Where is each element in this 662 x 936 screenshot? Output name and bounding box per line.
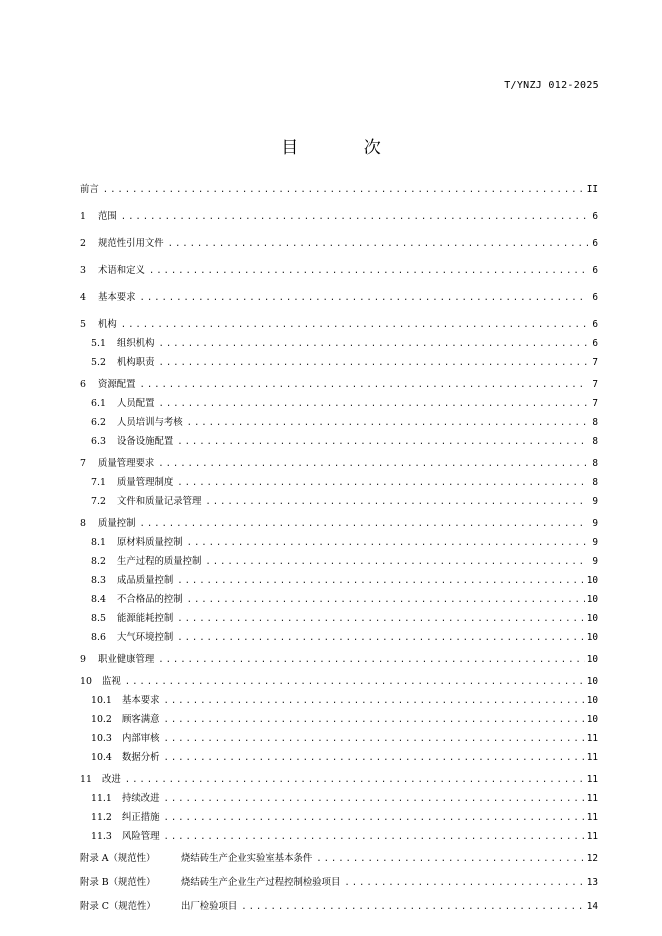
toc-entry-title: 内部审核: [122, 733, 160, 744]
toc-entry-page: 11: [586, 733, 598, 744]
toc-entry-page: 12: [586, 853, 598, 864]
toc-leader-dots: [205, 497, 588, 507]
toc-leader-dots: [187, 595, 585, 605]
toc-entry-page: 7: [592, 398, 598, 409]
toc-entry[interactable]: [80, 828, 598, 842]
toc-entry-number: 5.1: [91, 338, 106, 349]
toc-entry[interactable]: [80, 591, 598, 605]
toc-leader-dots: [241, 902, 584, 912]
toc-entry-title: 术语和定义: [98, 265, 145, 276]
toc-entry-number: 7: [80, 458, 86, 469]
toc-entry[interactable]: [80, 651, 598, 665]
toc-entry[interactable]: [80, 181, 598, 195]
toc-leader-dots: [158, 655, 584, 665]
toc-entry-number: 7.2: [91, 496, 106, 507]
toc-entry-title: 不合格品的控制: [117, 594, 183, 605]
toc-leader-dots: [344, 878, 584, 888]
toc-entry[interactable]: [80, 771, 598, 785]
toc-entry-title: 范围: [98, 211, 117, 222]
toc-leader-dots: [177, 576, 584, 586]
toc-entry[interactable]: [80, 289, 598, 303]
toc-entry-title: 原材料质量控制: [117, 537, 183, 548]
toc-entry-page: 11: [586, 831, 598, 842]
toc-title: 目 次: [281, 138, 411, 158]
toc-leader-dots: [158, 459, 588, 469]
toc-entry-page: 6: [592, 319, 598, 330]
toc-entry[interactable]: [80, 610, 598, 624]
toc-entry[interactable]: [80, 433, 598, 447]
toc-entry[interactable]: [80, 790, 598, 804]
toc-entry-title: 能源能耗控制: [117, 613, 174, 624]
toc-entry-number: 10.4: [91, 752, 112, 763]
toc-entry[interactable]: [80, 809, 598, 823]
toc-entry-number: 8: [80, 518, 86, 529]
toc-entry-page: 9: [592, 556, 598, 567]
toc-entry-title: 监视: [102, 676, 121, 687]
toc-entry-page: 6: [592, 265, 598, 276]
toc-entry-number: 附录 B（规范性）: [80, 877, 156, 888]
toc-entry-page: 8: [592, 458, 598, 469]
toc-entry-page: 11: [586, 812, 598, 823]
toc-entry-number: 4: [80, 292, 86, 303]
toc-entry-number: 附录 A（规范性）: [80, 853, 156, 864]
toc-leader-dots: [103, 185, 585, 195]
toc-entry-page: 10: [586, 654, 598, 665]
toc-entry-title: 顾客满意: [122, 714, 160, 725]
toc-entry-number: 10.2: [91, 714, 112, 725]
toc-entry-number: 5: [80, 319, 86, 330]
toc-entry-title: 职业健康管理: [98, 654, 155, 665]
toc-entry-title: 改进: [102, 774, 121, 785]
toc-entry-number: 8.2: [91, 556, 106, 567]
toc-entry-number: 2: [80, 238, 86, 249]
toc-entry-number: 6.2: [91, 417, 106, 428]
toc-entry-page: 10: [586, 676, 598, 687]
toc-leader-dots: [205, 557, 588, 567]
toc-leader-dots: [164, 813, 585, 823]
toc-leader-dots: [121, 212, 588, 222]
toc-entry-title: 成品质量控制: [117, 575, 174, 586]
toc-entry[interactable]: [80, 208, 598, 222]
toc-leader-dots: [159, 358, 588, 368]
toc-entry-title: 机构: [98, 319, 117, 330]
toc-entry-title: 质量管理要求: [98, 458, 155, 469]
toc-entry-page: 7: [592, 379, 598, 390]
toc-entry-title: 组织机构: [117, 338, 155, 349]
toc-entry-page: II: [586, 184, 598, 195]
toc-entry-page: 10: [586, 594, 598, 605]
toc-entry-page: 6: [592, 292, 598, 303]
toc-entry-title: 基本要求: [122, 695, 160, 706]
toc-entry-number: 5.2: [91, 357, 106, 368]
toc-entry-number: 11.3: [91, 831, 112, 842]
toc-entry-page: 11: [586, 793, 598, 804]
toc-entry-title: 质量管理制度: [117, 477, 174, 488]
toc-entry-number: 9: [80, 654, 86, 665]
toc-entry[interactable]: [80, 455, 598, 469]
toc-entry[interactable]: [80, 629, 598, 643]
toc-entry[interactable]: [80, 898, 598, 912]
toc-entry-page: 11: [586, 774, 598, 785]
toc-leader-dots: [187, 418, 588, 428]
toc-entry-number: 11.2: [91, 812, 112, 823]
toc-entry-number: 10: [80, 676, 92, 687]
toc-entry-number: 11: [80, 774, 92, 785]
toc-entry-title: 大气环境控制: [117, 632, 174, 643]
toc-leader-dots: [159, 339, 588, 349]
toc-entry-page: 8: [592, 436, 598, 447]
toc-entry[interactable]: [80, 673, 598, 687]
toc-entry-number: 6.1: [91, 398, 106, 409]
toc-entry-title: 风险管理: [122, 831, 160, 842]
toc-entry[interactable]: [80, 262, 598, 276]
toc-entry[interactable]: [80, 335, 598, 349]
toc-entry-number: 8.3: [91, 575, 106, 586]
toc-entry-title: 持续改进: [122, 793, 160, 804]
toc-entry-title: 纠正措施: [122, 812, 160, 823]
toc-entry-number: 8.6: [91, 632, 106, 643]
toc-entry-title: 质量控制: [98, 518, 136, 529]
toc-entry[interactable]: [80, 749, 598, 763]
toc-entry-page: 9: [592, 518, 598, 529]
toc-entry-title: 机构职责: [117, 357, 155, 368]
toc-entry-number: 6: [80, 379, 86, 390]
toc-leader-dots: [140, 519, 588, 529]
toc-leader-dots: [164, 794, 585, 804]
toc-leader-dots: [168, 239, 588, 249]
toc-entry-number: 附录 C（规范性）: [80, 901, 156, 912]
toc-entry-title: 文件和质量记录管理: [117, 496, 202, 507]
toc-leader-dots: [140, 293, 588, 303]
toc-entry-page: 14: [586, 901, 598, 912]
toc-entry-title: 设备设施配置: [117, 436, 174, 447]
toc-entry-title: 数据分析: [122, 752, 160, 763]
toc-leader-dots: [187, 538, 588, 548]
toc-leader-dots: [149, 266, 588, 276]
toc-entry-number: 8.4: [91, 594, 106, 605]
toc-entry-title: 生产过程的质量控制: [117, 556, 202, 567]
toc-entry[interactable]: [80, 493, 598, 507]
toc-entry-number: 11.1: [91, 793, 112, 804]
toc-entry-page: 13: [586, 877, 598, 888]
toc-entry-page: 9: [592, 537, 598, 548]
toc-entry[interactable]: [80, 414, 598, 428]
toc-entry-page: 10: [586, 632, 598, 643]
toc-leader-dots: [164, 832, 585, 842]
toc-entry[interactable]: [80, 376, 598, 390]
toc-entry-page: 10: [586, 714, 598, 725]
toc-entry-page: 10: [586, 613, 598, 624]
toc-entry-page: 11: [586, 752, 598, 763]
toc-leader-dots: [164, 715, 585, 725]
toc-entry-number: 10.1: [91, 695, 112, 706]
toc-entry-page: 10: [586, 575, 598, 586]
table-of-contents: [80, 181, 598, 912]
toc-entry[interactable]: [80, 850, 598, 864]
toc-leader-dots: [159, 399, 588, 409]
toc-entry-number: 6.3: [91, 436, 106, 447]
toc-entry-page: 9: [592, 496, 598, 507]
toc-leader-dots: [177, 478, 588, 488]
toc-entry[interactable]: [80, 711, 598, 725]
toc-leader-dots: [164, 734, 585, 744]
toc-entry[interactable]: [80, 572, 598, 586]
toc-entry-number: 1: [80, 211, 86, 222]
toc-entry-page: 6: [592, 238, 598, 249]
toc-leader-dots: [125, 775, 585, 785]
toc-entry[interactable]: [80, 730, 598, 744]
toc-leader-dots: [164, 753, 585, 763]
toc-entry-page: 6: [592, 211, 598, 222]
toc-leader-dots: [121, 320, 588, 330]
toc-entry[interactable]: [80, 553, 598, 567]
toc-entry-title: 出厂检验项目: [181, 901, 238, 912]
toc-entry[interactable]: [80, 692, 598, 706]
toc-entry-page: 7: [592, 357, 598, 368]
toc-entry-title: 烧结砖生产企业生产过程控制检验项目: [181, 877, 341, 888]
toc-leader-dots: [164, 696, 585, 706]
toc-entry-number: 3: [80, 265, 86, 276]
toc-leader-dots: [177, 633, 584, 643]
toc-entry[interactable]: [80, 515, 598, 529]
toc-entry[interactable]: [80, 874, 598, 888]
toc-entry-title: 基本要求: [98, 292, 136, 303]
toc-entry-number: 7.1: [91, 477, 106, 488]
toc-entry-title: 人员培训与考核: [117, 417, 183, 428]
toc-entry-number: 8.5: [91, 613, 106, 624]
toc-entry-page: 6: [592, 338, 598, 349]
toc-leader-dots: [177, 614, 584, 624]
toc-entry[interactable]: [80, 316, 598, 330]
toc-entry[interactable]: [80, 395, 598, 409]
toc-entry-title: 前言: [80, 184, 99, 195]
toc-entry[interactable]: [80, 235, 598, 249]
toc-entry-page: 8: [592, 417, 598, 428]
document-id: T/YNZJ 012-2025: [504, 80, 599, 91]
toc-leader-dots: [316, 854, 584, 864]
toc-entry-title: 资源配置: [98, 379, 136, 390]
toc-leader-dots: [177, 437, 588, 447]
toc-entry-title: 人员配置: [117, 398, 155, 409]
toc-leader-dots: [125, 677, 585, 687]
toc-entry-title: 规范性引用文件: [98, 238, 164, 249]
toc-entry[interactable]: [80, 474, 598, 488]
toc-entry[interactable]: [80, 534, 598, 548]
toc-entry-title: 烧结砖生产企业实验室基本条件: [181, 853, 313, 864]
toc-entry-page: 10: [586, 695, 598, 706]
toc-leader-dots: [140, 380, 588, 390]
toc-entry[interactable]: [80, 354, 598, 368]
toc-entry-number: 8.1: [91, 537, 106, 548]
toc-entry-number: 10.3: [91, 733, 112, 744]
toc-entry-page: 8: [592, 477, 598, 488]
